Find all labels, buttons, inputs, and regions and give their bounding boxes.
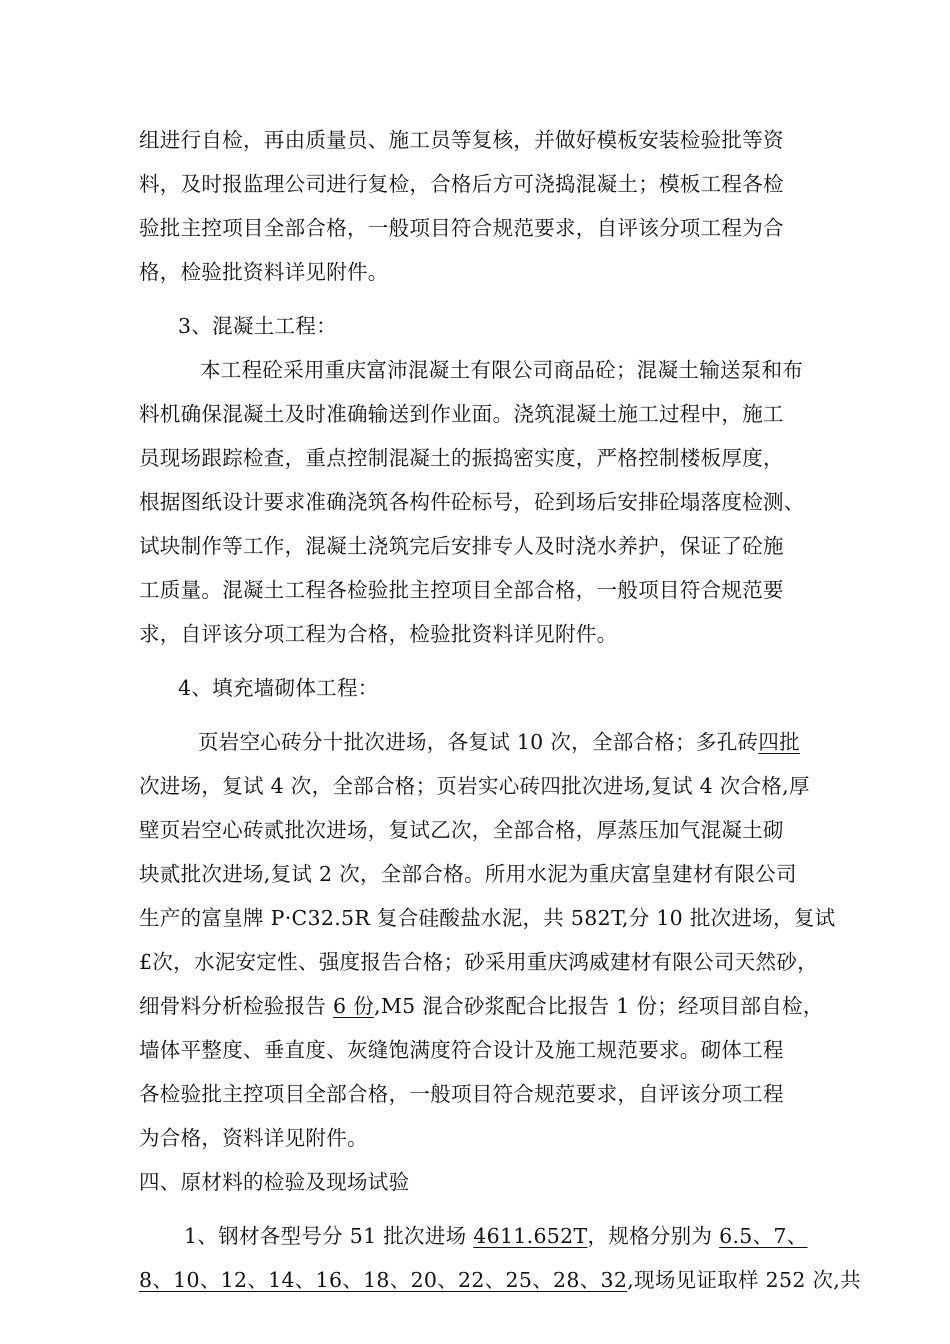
text-line [139,864,797,885]
text-line [178,678,379,699]
underlined-text: 6 份 [333,994,374,1018]
text-segment: 组进行自检，再由质量员、施工员等复核，并做好模板安装检验批等资 [139,128,784,152]
text-segment: 为合格，资料详见附件。 [139,1126,368,1150]
text-segment: 试块制作等工作，混凝土浇筑完后安排专人及时浇水养护，保证了砼施 [139,534,784,558]
text-segment: 3、混凝土工程： [178,314,337,338]
text-line [178,316,337,337]
underlined-text: 6.5、7、 [719,1224,808,1248]
text-segment: 格，检验批资料详见附件。 [139,260,389,284]
text-line [139,776,810,797]
text-line [139,952,818,973]
text-line [139,404,784,425]
text-segment: 四、原材料的检验及现场试验 [139,1170,410,1194]
text-segment: 细骨料分析检验报告 [139,994,334,1018]
text-line [139,820,784,841]
text-segment: ，规格分别为 [587,1224,720,1248]
text-segment: 块贰批次进场,复试 2 次，全部合格。所用水泥为重庆富皇建材有限公司 [139,862,797,886]
text-line [200,360,803,381]
text-segment: 料机确保混凝土及时准确输送到作业面。浇筑混凝土施工过程中，施工 [139,402,784,426]
text-segment: 料，及时报监理公司进行复检，合格后方可浇捣混凝土；模板工程各检 [139,172,784,196]
text-segment: 各检验批主控项目全部合格，一般项目符合规范要求，自评该分项工程 [139,1082,784,1106]
text-line [139,218,784,239]
text-segment: 1、钢材各型号分 51 批次进场 [184,1224,474,1248]
text-segment: 生产的富皇牌 P·C32.5R 复合硅酸盐水泥，共 582T,分 10 批次进场，复试 [139,906,836,930]
text-segment: 次进场，复试 4 次，全部合格；页岩实心砖四批次进场,复试 4 次合格,厚 [139,774,810,798]
text-segment: 壁页岩空心砖贰批次进场，复试乙次，全部合格，厚蒸压加气混凝土砌 [139,818,784,842]
text-line [139,1040,784,1061]
text-line [184,1226,808,1247]
underlined-text: 四批 [758,730,800,754]
underlined-text: 8、10、12、14、16、18、20、22、25、28、32 [139,1268,628,1292]
text-segment: 员现场跟踪检查，重点控制混凝土的振捣密实度，严格控制楼板厚度， [139,446,784,470]
text-segment: 墙体平整度、垂直度、灰缝饱满度符合设计及施工规范要求。砌体工程 [139,1038,784,1062]
text-line [139,1128,368,1149]
text-line [139,492,805,513]
text-line [139,908,835,929]
text-segment: 求，自评该分项工程为合格，检验批资料详见附件。 [139,622,618,646]
text-line [139,130,784,151]
text-line [139,174,784,195]
text-segment: ,现场见证取样 252 次,共 [627,1268,861,1292]
text-line [198,732,800,753]
text-line [139,1270,861,1291]
text-segment: 页岩空心砖分十批次进场，各复试 10 次，全部合格；多孔砖 [198,730,759,754]
text-segment: ,M5 混合砂浆配合比报告 1 份；经项目部自检， [374,994,824,1018]
text-segment: 工质量。混凝土工程各检验批主控项目全部合格，一般项目符合规范要 [139,578,784,602]
text-line [139,996,824,1017]
text-line [139,262,389,283]
text-line [139,624,617,645]
text-segment: 4、填充墙砌体工程： [178,676,379,700]
text-segment: 验批主控项目全部合格，一般项目符合规范要求，自评该分项工程为合 [139,216,784,240]
text-line [139,1172,409,1193]
text-segment: 根据图纸设计要求准确浇筑各构件砼标号，砼到场后安排砼塌落度检测、 [139,490,805,514]
text-line [139,536,784,557]
text-line [139,580,784,601]
text-line [139,448,784,469]
text-line [139,1084,784,1105]
underlined-text: 4611.652T [473,1224,588,1248]
text-segment: 本工程砼采用重庆富沛混凝土有限公司商品砼；混凝土输送泵和布 [200,358,804,382]
text-segment: £次，水泥安定性、强度报告合格；砂采用重庆鸿威建材有限公司天然砂， [139,950,818,974]
